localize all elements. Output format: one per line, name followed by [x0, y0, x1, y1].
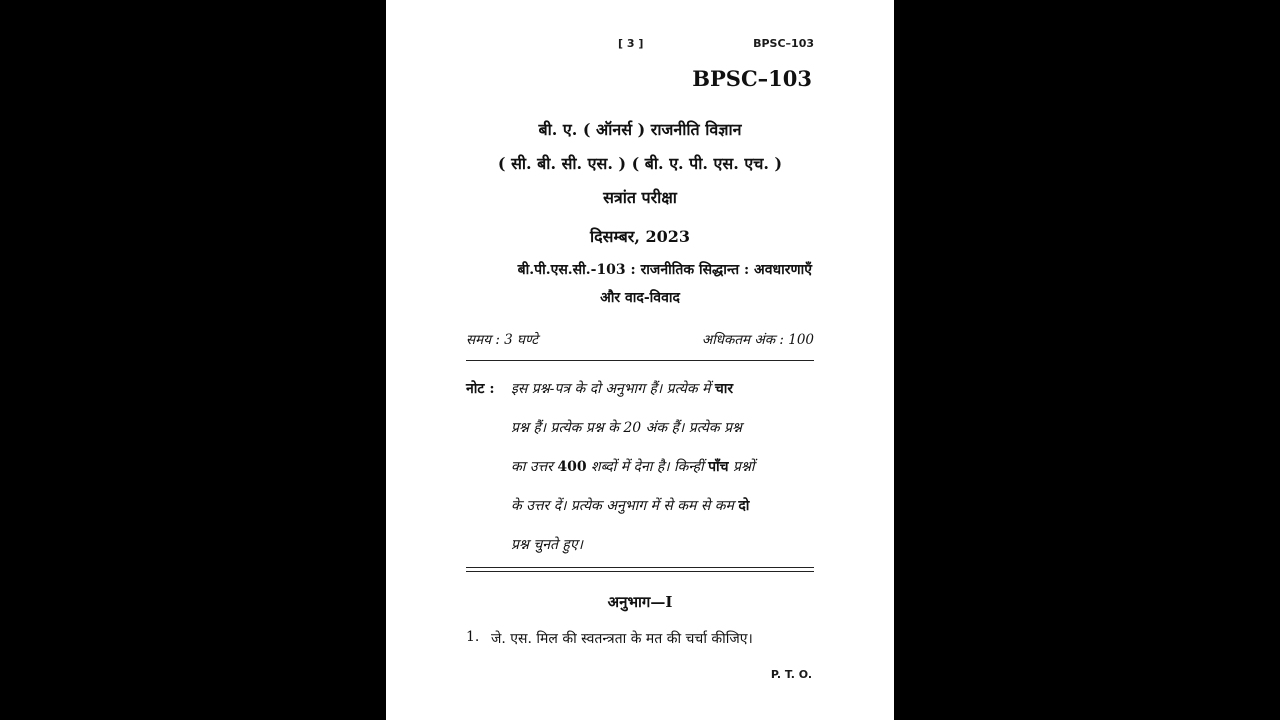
note-emphasis: पाँच — [708, 459, 729, 475]
note-emphasis: 400 — [557, 459, 587, 475]
section-heading: अनुभाग—I — [607, 593, 673, 611]
paper-code-large: BPSC–103 — [692, 66, 812, 91]
course-title-line2: और वाद-विवाद — [600, 290, 680, 306]
question-number: 1. — [466, 629, 480, 645]
note-line-4 — [511, 496, 749, 515]
note-line-2: प्रश्न हैं। प्रत्येक प्रश्न के 20 अंक हैं। प्रत्येक प्रश्न — [511, 420, 742, 436]
exam-duration: समय : 3 घण्टे — [466, 332, 539, 348]
degree-title: बी. ए. ( ऑनर्स ) राजनीति विज्ञान — [538, 120, 742, 139]
divider — [466, 360, 814, 361]
note-line-1 — [511, 379, 733, 398]
double-divider — [466, 567, 814, 572]
note-line-5: प्रश्न चुनते हुए। — [511, 537, 583, 553]
note-label: नोट : — [466, 381, 495, 397]
question-text: जे. एस. मिल की स्वतन्त्रता के मत की चर्चा कीजिए। — [491, 631, 753, 647]
please-turn-over: P. T. O. — [770, 668, 812, 681]
note-text: के उत्तर दें। प्रत्येक अनुभाग में से कम से कम — [511, 498, 734, 514]
note-emphasis: दो — [738, 498, 750, 514]
exam-type: सत्रांत परीक्षा — [603, 188, 677, 207]
exam-date: दिसम्बर, 2023 — [589, 227, 690, 246]
note-text: का उत्तर — [511, 459, 553, 475]
maximum-marks: अधिकतम अंक : 100 — [701, 332, 814, 348]
programme-codes: ( सी. बी. सी. एस. ) ( बी. ए. पी. एस. एच. ) — [497, 154, 783, 173]
note-text: शब्दों में देना है। किन्हीं — [591, 459, 704, 475]
note-text: प्रश्नों — [733, 459, 755, 475]
note-emphasis: चार — [714, 381, 734, 397]
exam-page — [386, 0, 894, 720]
paper-code-small: BPSC–103 — [753, 37, 814, 50]
page-marker: [ 3 ] — [618, 37, 644, 50]
note-text: इस प्रश्न-पत्र के दो अनुभाग हैं। प्रत्येक में — [511, 381, 711, 397]
course-title-line1: बी.पी.एस.सी.-103 : राजनीतिक सिद्धान्त : अवधारणाएँ — [517, 262, 812, 278]
note-line-3 — [511, 457, 755, 476]
